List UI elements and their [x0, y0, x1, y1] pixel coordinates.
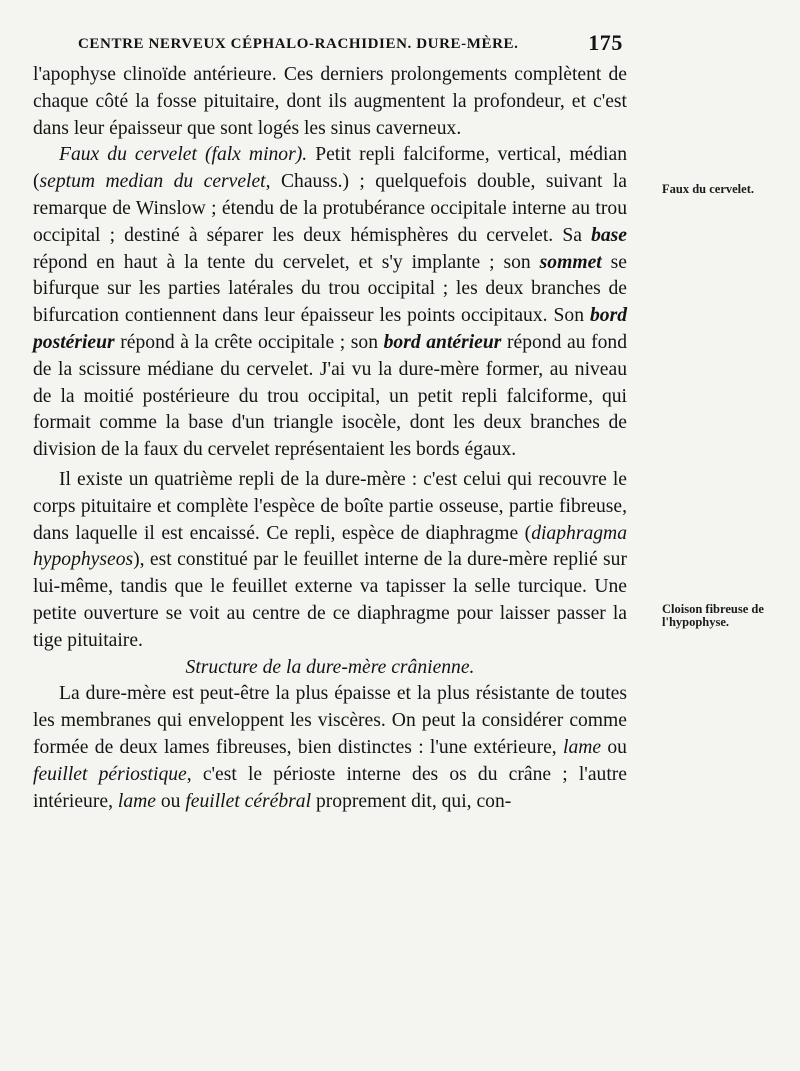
paragraph-structure — [33, 681, 627, 815]
text-run: , c'est le périoste interne des os du crâne ; l'autre intérieure, — [33, 763, 627, 812]
italic-term: diaphragma hypophyseos — [33, 522, 627, 571]
italic-term: base — [591, 224, 627, 246]
paragraph-faux-du-cervelet — [33, 142, 627, 464]
section-title-faux: Faux du cervelet (falx minor). — [59, 144, 308, 166]
text-run: répond en haut à la tente du cervelet, et s'y implante ; son — [33, 251, 540, 273]
text-run: ), est constitué par le feuillet interne de la dure-mère replié sur lui-même, tandis que le feuillet externe va tapisser la selle turcique. Une petite ouverture se voit au centre de ce diaphragme pour laisser passer la tige pituitaire. — [33, 549, 627, 651]
italic-term: feuillet cérébral — [185, 790, 312, 812]
italic-term: septum median du cervelet — [39, 171, 266, 193]
text-run: ou — [155, 790, 186, 812]
italic-term: bord antérieur — [383, 331, 502, 353]
text-run: Petit repli falciforme, vertical, médian ( — [33, 144, 627, 193]
italic-term: lame — [563, 736, 602, 758]
italic-term: bord postérieur — [33, 305, 627, 353]
text-run: La dure-mère est peut-être la plus épaisse et la plus résistante de toutes les membranes qui enveloppent les viscères. On peut la considérer comme formée de deux lames fibreuses, bien distinctes : l'une extérieure, — [33, 683, 627, 758]
text-run: ou — [601, 736, 627, 758]
section-heading: Structure de la dure-mère crânienne. — [185, 656, 475, 678]
text-run: , Chauss.) ; quelquefois double, suivant la remarque de Winslow ; étendu de la protubérance occipitale interne au trou occipital ; destiné à séparer les deux hémisphères du cervelet. Sa — [33, 171, 627, 246]
text-run: répond à la crête occipitale ; son — [114, 331, 384, 353]
italic-term: feuillet périostique — [33, 763, 187, 785]
text-run: se bifurque sur les parties latérales du trou occipital ; les deux branches de bifurcation contiennent dans leur épaisseur les points occipitaux. Son — [33, 251, 627, 327]
italic-term: lame — [117, 790, 156, 812]
paragraph-quatrieme-repli — [33, 467, 627, 655]
main-text — [33, 62, 627, 815]
text-run: Il existe un quatrième repli de la dure-mère : c'est celui qui recouvre le corps pituitaire et complète l'espèce de boîte partie osseuse, partie fibreuse, dans laquelle il est encaissé. Ce repli, espèce de diaphragme ( — [33, 468, 627, 544]
italic-term: sommet — [539, 251, 602, 273]
margin-note-cloison-hypophyse: Cloison fibreuse de l'hypophyse. — [662, 602, 764, 629]
text-run: répond au fond de la scissure médiane du cervelet. J'ai vu la dure-mère former, au niveau de la moitié postérieure du trou occipital, un petit repli falciforme, qui formait comme la base d'un triangle isocèle, dont les deux branches de division de la faux du cervelet représentaient les bords égaux. — [33, 331, 628, 461]
text-run: proprement dit, qui, con- — [311, 790, 512, 812]
running-title: CENTRE NERVEUX CÉPHALO-RACHIDIEN. DURE-MÈRE. — [78, 36, 519, 52]
running-header — [78, 30, 623, 58]
margin-note-faux-du-cervelet: Faux du cervelet. — [662, 182, 754, 196]
paragraph-1: l'apophyse clinoïde antérieure. Ces derniers prolongements complètent de chaque côté la fosse pituitaire, dont ils augmentent la profondeur, et c'est dans leur épaisseur que sont logés les sinus caverneux. — [33, 64, 627, 139]
page-number: 175 — [588, 30, 623, 55]
